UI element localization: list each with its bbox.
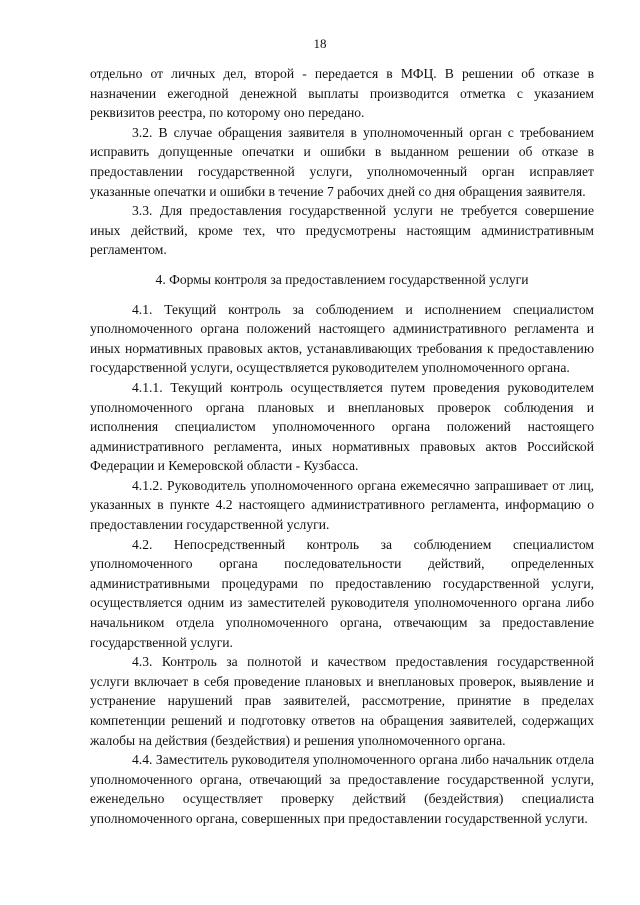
paragraph-4-1: 4.1. Текущий контроль за соблюдением и исполнением специалистом уполномоченного органа положений настоящего административного регламента и иных нормативных правовых актов, устанавливающих требования к предоставлению государственной услуги, осуществляется руководителем уполномоченного органа. <box>90 301 594 376</box>
section-heading: 4. Формы контроля за предоставлением государственной услуги <box>155 271 529 287</box>
paragraph-continuation: отдельно от личных дел, второй - передается в МФЦ. В решении об отказе в назначении ежегодной денежной выплаты производится отметка с указанием реквизитов реестра, по которому оно передано. <box>90 66 594 121</box>
paragraph-3-3: 3.3. Для предоставления государственной услуги не требуется совершение иных действий, кроме тех, что предусмотрены настоящим административным регламентом. <box>90 203 594 258</box>
paragraph-3-2: 3.2. В случае обращения заявителя в уполномоченный орган с требованием исправить допущенные опечатки и ошибки в выданном решении об отказе в предоставлении государственной услуги, уполномоченный орган исправляет указанные опечатки и ошибки в течение 7 рабочих дней со дня обращения заявителя. <box>90 124 594 199</box>
paragraph-4-1-1: 4.1.1. Текущий контроль осуществляется путем проведения руководителем уполномоченного органа плановых и внеплановых проверок соблюдения и исполнения специалистом уполномоченного органа положений настоящего административного регламента, иных нормативных правовых актов Российской Федерации и Кемеровской области - Кузбасса. <box>90 379 594 474</box>
paragraph-4-3: 4.3. Контроль за полнотой и качеством предоставления государственной услуги включает в себя проведение плановых и внеплановых проверок, выявление и устранение нарушений прав заявителей, рассмотрение, принятие в пределах компетенции решений и подготовку ответов на обращения заявителей, содержащих жалобы на действия (бездействия) и решения уполномоченного органа. <box>90 654 594 748</box>
page-number: 18 <box>313 36 327 51</box>
paragraph-4-1-2: 4.1.2. Руководитель уполномоченного органа ежемесячно запрашивает от лиц, указанных в пункте 4.2 настоящего административного регламента, информацию о предоставлении государственной услуги. <box>90 477 594 533</box>
paragraph-4-4: 4.4. Заместитель руководителя уполномоченного органа либо начальник отдела уполномоченного органа, отвечающий за предоставление государственной услуги, еженедельно осуществляет проверку действий (бездействия) специалиста уполномоченного органа, совершенных при предоставлении государственной услуги. <box>90 752 594 826</box>
paragraph-4-2: 4.2. Непосредственный контроль за соблюдением специалистом уполномоченного органа последовательности действий, определенных административными процедурами по предоставлению государственной услуги, осуществляется одним из заместителей руководителя уполномоченного органа либо начальником отдела уполномоченного органа, отвечающим за предоставление государственной услуги. <box>90 536 594 650</box>
document-body <box>90 64 594 829</box>
